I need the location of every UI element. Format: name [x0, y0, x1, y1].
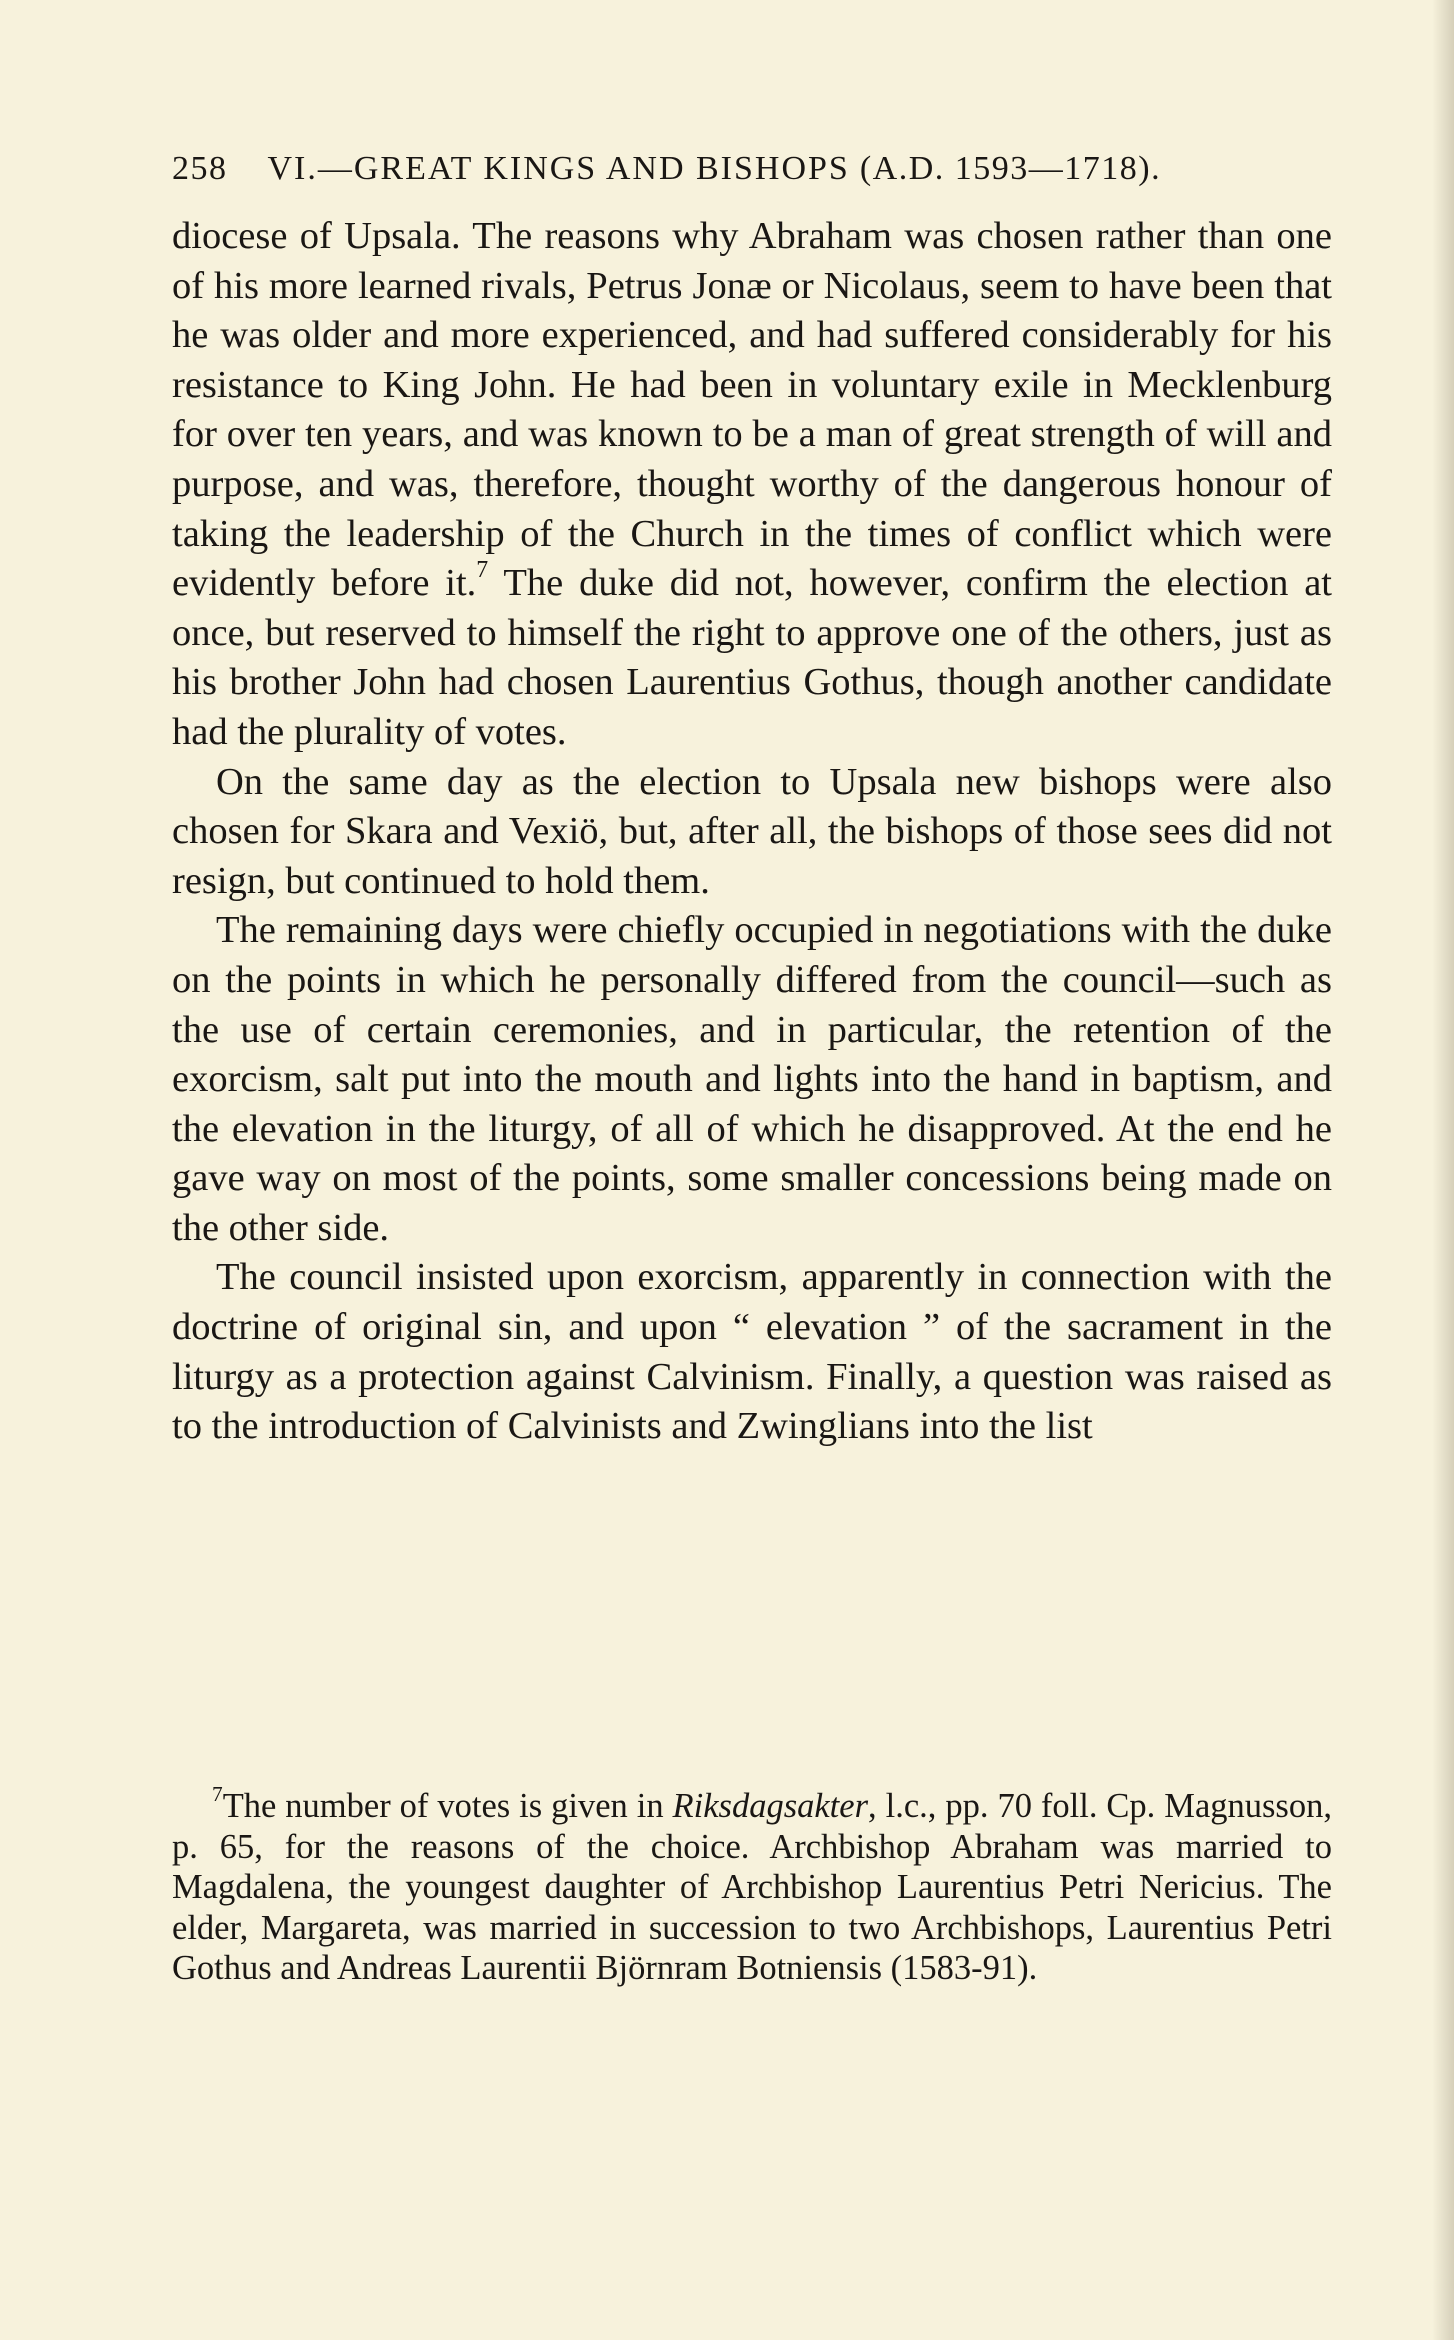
page-edge-shadow: [1432, 0, 1454, 2340]
footnotes: [172, 1781, 1332, 1989]
footnote-reference: 7: [476, 557, 489, 584]
chapter-date-range: (A.D. 1593—1718).: [859, 150, 1162, 187]
paragraph-1-text-b: The duke did not, however, confirm the election at once, but reserved to himself the right to approve one of the others, just as his brother John had chosen Laurentius Gothus, though another candidate had the plurality of votes.: [172, 562, 1332, 753]
running-head: [172, 150, 1332, 188]
paragraph-4: The council insisted upon exorcism, apparently in connection with the doctrine of original sin, and upon “ elevation ” of the sacrament in the liturgy as a protection against Calvinism. Finally, a question was raised as to the introduction of Calvinists and Zwinglians into the list: [172, 1256, 1332, 1448]
paragraph-3: The remaining days were chiefly occupied in negotiations with the duke on the points in which he personally differed from the council—such as the use of certain ceremonies, and in particular, the retention of the exorcism, salt put into the mouth and lights into the hand in baptism, and the elevation in the liturgy, of all of which he disapproved. At the end he gave way on most of the points, some smaller concessions being made on the other side.: [172, 909, 1332, 1249]
paragraph-1: [172, 212, 1332, 758]
paragraph-1-text-a: diocese of Upsala. The reasons why Abraham was chosen rather than one of his more learned rivals, Petrus Jonæ or Nicolaus, seem to have been that he was older and more experienced, and had suffered considerably for his resistance to King John. He had been in voluntary exile in Mecklenburg for over ten years, and was known to be a man of great strength of will and purpose, and was, therefore, thought worthy of the dangerous honour of taking the leadership of the Church in the times of conflict which were evidently before it.: [172, 215, 1332, 605]
page-number: 258: [172, 150, 228, 187]
paragraph-2: On the same day as the election to Upsala new bishops were also chosen for Skara and Vexiö, but, after all, the bishops of those sees did not resign, but continued to hold them.: [172, 760, 1332, 902]
footnote-text-b: , l.c., pp. 70 foll. Cp. Magnusson, p. 65, for the reasons of the choice. Archbishop Abraham was married to Magdalena, the youngest daughter of Archbishop Laurentius Petri Nericius. The elder, Margareta, was married in succession to two Archbishops, Laurentius Petri Gothus and Andreas Laurentii Björnram Botniensis (1583-91).: [172, 1787, 1332, 1987]
footnote-text-a: The number of votes is given in: [222, 1787, 673, 1825]
footnote-italic-title: Riksdagsakter: [672, 1787, 869, 1825]
footnote-7: [172, 1781, 1332, 1989]
chapter-title: VI.—GREAT KINGS AND BISHOPS: [267, 150, 850, 187]
footnote-marker: 7: [212, 1781, 223, 1806]
main-text: [172, 212, 1332, 1452]
